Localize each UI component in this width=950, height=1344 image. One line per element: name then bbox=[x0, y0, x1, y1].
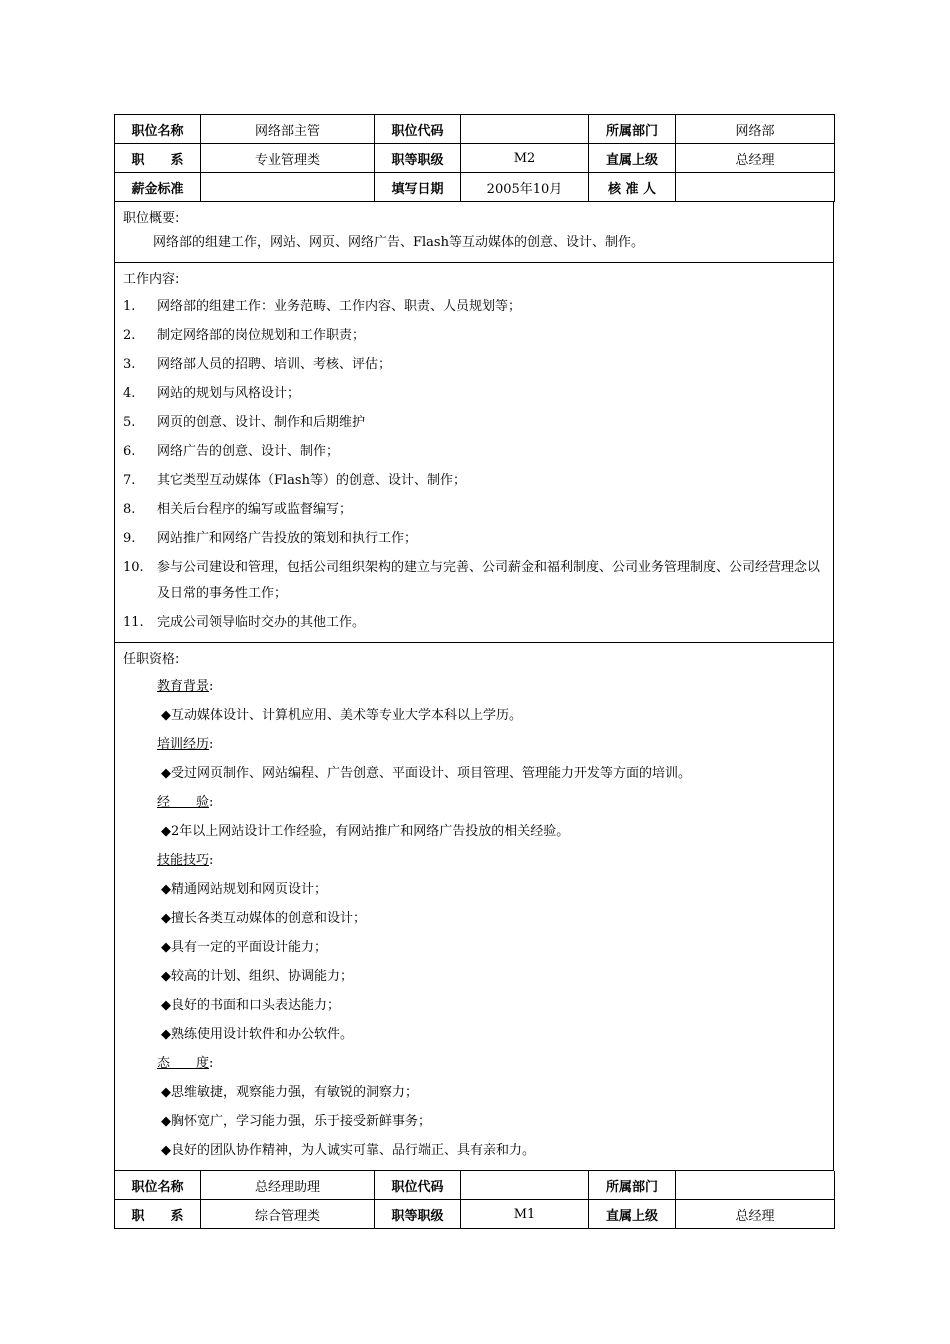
grade-label: 职等职级 bbox=[375, 1200, 461, 1229]
duties-title: 工作内容: bbox=[123, 272, 180, 287]
position-name-value: 总经理助理 bbox=[201, 1171, 375, 1200]
job-family-value: 专业管理类 bbox=[201, 144, 375, 173]
fill-date-value: 2005年10月 bbox=[461, 173, 589, 202]
education-heading: 教育背景: bbox=[157, 679, 214, 694]
list-item: ◆良好的书面和口头表达能力； bbox=[161, 998, 340, 1013]
list-item: 9. 网站推广和网络广告投放的策划和执行工作； bbox=[123, 531, 418, 546]
list-item: ◆较高的计划、组织、协调能力； bbox=[161, 969, 353, 984]
job-description-page bbox=[114, 114, 834, 1229]
duties-section bbox=[114, 263, 834, 643]
position-code-value bbox=[461, 115, 589, 144]
list-item: ◆具有一定的平面设计能力； bbox=[161, 940, 327, 955]
position-header-table bbox=[114, 114, 835, 202]
department-value: 网络部 bbox=[676, 115, 835, 144]
list-item: ◆熟练使用设计软件和办公软件。 bbox=[161, 1027, 353, 1042]
list-item: 5. 网页的创意、设计、制作和后期维护 bbox=[123, 415, 366, 430]
list-item: 4. 网站的规划与风格设计； bbox=[123, 386, 301, 401]
list-item: 10. 参与公司建设和管理，包括公司组织架构的建立与完善、公司薪金和福利制度、公司业务管理制度、公司经营理念以及日常的事务性工作； bbox=[123, 560, 821, 601]
grade-value: M1 bbox=[461, 1200, 589, 1229]
approver-value bbox=[676, 173, 835, 202]
table-row bbox=[115, 1200, 835, 1229]
department-value bbox=[676, 1171, 835, 1200]
position-name-label: 职位名称 bbox=[115, 1171, 201, 1200]
list-item: 3. 网络部人员的招聘、培训、考核、评估； bbox=[123, 357, 392, 372]
list-item: 6. 网络广告的创意、设计、制作； bbox=[123, 444, 340, 459]
list-item: ◆互动媒体设计、计算机应用、美术等专业大学本科以上学历。 bbox=[161, 708, 522, 723]
list-item: ◆思维敏捷，观察能力强，有敏锐的洞察力； bbox=[161, 1085, 418, 1100]
attitude-heading: 态 度: bbox=[157, 1056, 214, 1071]
position-header-table-2 bbox=[114, 1171, 835, 1229]
position-name-label: 职位名称 bbox=[115, 115, 201, 144]
job-family-label: 职 系 bbox=[115, 144, 201, 173]
fill-date-label: 填写日期 bbox=[375, 173, 461, 202]
experience-heading: 经 验: bbox=[157, 795, 214, 810]
position-code-value bbox=[461, 1171, 589, 1200]
position-name-value: 网络部主管 bbox=[201, 115, 375, 144]
salary-value bbox=[201, 173, 375, 202]
list-item: ◆胸怀宽广，学习能力强，乐于接受新鲜事务； bbox=[161, 1114, 431, 1129]
training-heading: 培训经历: bbox=[157, 737, 214, 752]
list-item: 2. 制定网络部的岗位规划和工作职责； bbox=[123, 328, 366, 343]
job-family-value: 综合管理类 bbox=[201, 1200, 375, 1229]
list-item: 1. 网络部的组建工作：业务范畴、工作内容、职责、人员规划等； bbox=[123, 299, 522, 314]
position-code-label: 职位代码 bbox=[375, 115, 461, 144]
approver-label: 核 准 人 bbox=[589, 173, 676, 202]
summary-text: 网络部的组建工作，网站、网页、网络广告、Flash等互动媒体的创意、设计、制作。 bbox=[153, 235, 644, 250]
supervisor-value: 总经理 bbox=[676, 1200, 835, 1229]
list-item: ◆2年以上网站设计工作经验，有网站推广和网络广告投放的相关经验。 bbox=[161, 824, 570, 839]
summary-title: 职位概要: bbox=[123, 211, 180, 226]
list-item: ◆擅长各类互动媒体的创意和设计； bbox=[161, 911, 366, 926]
summary-section bbox=[114, 202, 834, 263]
list-item: ◆精通网站规划和网页设计； bbox=[161, 882, 327, 897]
department-label: 所属部门 bbox=[589, 1171, 676, 1200]
duties-list bbox=[123, 294, 823, 636]
supervisor-label: 直属上级 bbox=[589, 1200, 676, 1229]
skills-heading: 技能技巧: bbox=[157, 853, 214, 868]
department-label: 所属部门 bbox=[589, 115, 676, 144]
qualifications-section bbox=[114, 643, 834, 1171]
qualifications-title: 任职资格: bbox=[123, 652, 180, 667]
list-item: 8. 相关后台程序的编写或监督编写； bbox=[123, 502, 353, 517]
grade-label: 职等职级 bbox=[375, 144, 461, 173]
supervisor-value: 总经理 bbox=[676, 144, 835, 173]
table-row bbox=[115, 1171, 835, 1200]
grade-value: M2 bbox=[461, 144, 589, 173]
list-item: ◆良好的团队协作精神，为人诚实可靠、品行端正、具有亲和力。 bbox=[161, 1143, 535, 1158]
list-item: 7. 其它类型互动媒体（Flash等）的创意、设计、制作； bbox=[123, 473, 466, 488]
job-family-label: 职 系 bbox=[115, 1200, 201, 1229]
supervisor-label: 直属上级 bbox=[589, 144, 676, 173]
table-row bbox=[115, 115, 835, 144]
position-code-label: 职位代码 bbox=[375, 1171, 461, 1200]
list-item: ◆受过网页制作、网站编程、广告创意、平面设计、项目管理、管理能力开发等方面的培训。 bbox=[161, 766, 691, 781]
table-row bbox=[115, 144, 835, 173]
salary-label: 薪金标准 bbox=[115, 173, 201, 202]
list-item: 11. 完成公司领导临时交办的其他工作。 bbox=[123, 615, 366, 630]
table-row bbox=[115, 173, 835, 202]
